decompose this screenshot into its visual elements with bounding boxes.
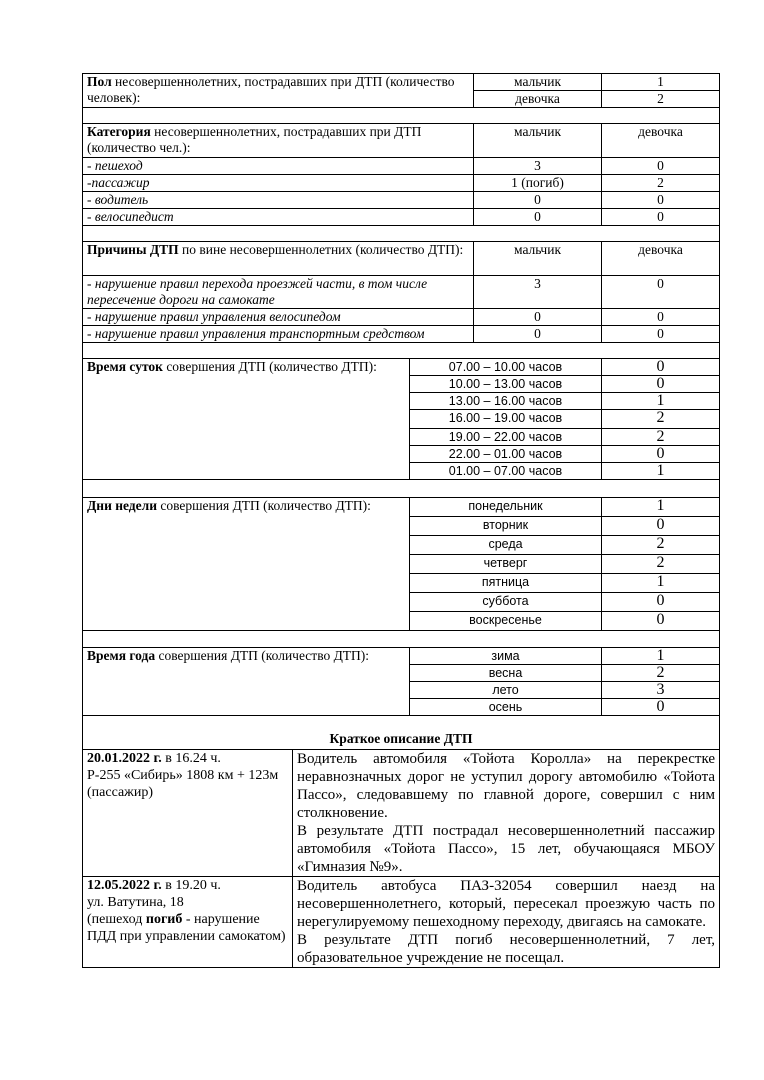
season-row <box>83 648 720 665</box>
weekday-name: среда <box>410 536 602 555</box>
cause-boy: 3 <box>474 276 602 309</box>
victims-table <box>82 73 720 359</box>
category-boy: 0 <box>474 209 602 226</box>
category-row <box>83 209 720 226</box>
gender-girl-label: девочка <box>474 91 602 108</box>
causes-row <box>83 309 720 326</box>
weekday-value: 1 <box>602 574 720 593</box>
incident-row <box>83 877 720 968</box>
time-value: 2 <box>602 410 720 429</box>
time-value: 1 <box>602 393 720 410</box>
season-value: 1 <box>602 648 720 665</box>
category-name: - пешеход <box>83 158 474 175</box>
time-range: 01.00 – 07.00 часов <box>410 463 602 480</box>
gender-boy-value: 1 <box>602 74 720 91</box>
category-header <box>83 124 720 158</box>
season-name: зима <box>410 648 602 665</box>
category-boy: 1 (погиб) <box>474 175 602 192</box>
gender-label: Пол несовершеннолетних, пострадавших при ДТП (количество человек): <box>83 74 474 108</box>
time-value: 2 <box>602 429 720 446</box>
category-girl: 2 <box>602 175 720 192</box>
category-girl: 0 <box>602 209 720 226</box>
incident-row <box>83 750 720 877</box>
cause-name: - нарушение правил перехода проезжей части, в том числе пересечение дороги на самокате <box>83 276 474 309</box>
weekday-name: пятница <box>410 574 602 593</box>
separator-row <box>83 108 720 124</box>
category-boy: 0 <box>474 192 602 209</box>
time-range: 19.00 – 22.00 часов <box>410 429 602 446</box>
separator-row <box>83 226 720 242</box>
season-name: осень <box>410 699 602 716</box>
time-range: 22.00 – 01.00 часов <box>410 446 602 463</box>
weekday-name: воскресенье <box>410 612 602 631</box>
cause-boy: 0 <box>474 309 602 326</box>
incident-meta: 12.05.2022 г. в 19.20 ч. ул. Ватутина, 18 (пешеход погиб - нарушение ПДД при управлении самокатом) <box>83 877 293 968</box>
separator-row <box>83 343 720 359</box>
season-value: 2 <box>602 665 720 682</box>
causes-col-girl: девочка <box>602 242 720 276</box>
cause-boy: 0 <box>474 326 602 343</box>
gender-boy-label: мальчик <box>474 74 602 91</box>
category-row <box>83 158 720 175</box>
causes-header <box>83 242 720 276</box>
cause-name: - нарушение правил управления транспортным средством <box>83 326 474 343</box>
time-range: 07.00 – 10.00 часов <box>410 359 602 376</box>
weekday-name: вторник <box>410 517 602 536</box>
incident-paragraph: Водитель автомобиля «Тойота Королла» на перекрестке неравнозначных дорог не уступил дорогу автомобилю «Тойота Пассо», следовавшему по главной дороге, совершил с ним столкновение. <box>297 751 716 821</box>
weekday-name: суббота <box>410 593 602 612</box>
category-row <box>83 175 720 192</box>
gender-row <box>83 74 720 91</box>
weekdays-label: Дни недели совершения ДТП (количество ДТП): <box>83 498 410 631</box>
season-name: лето <box>410 682 602 699</box>
weekday-value: 0 <box>602 612 720 631</box>
cause-girl: 0 <box>602 326 720 343</box>
time-value: 0 <box>602 446 720 463</box>
incident-paragraph: В результате ДТП погиб несовершеннолетний, 7 лет, образовательное учреждение не посещал. <box>297 932 716 966</box>
category-name: -пассажир <box>83 175 474 192</box>
category-row <box>83 192 720 209</box>
weekday-value: 2 <box>602 536 720 555</box>
weekday-value: 2 <box>602 555 720 574</box>
cause-name: - нарушение правил управления велосипедом <box>83 309 474 326</box>
incident-text <box>293 877 720 968</box>
incident-paragraph: В результате ДТП пострадал несовершеннолетний пассажир автомобиля «Тойота Пассо», 15 лет, обучающаяся МБОУ «Гимназия №9». <box>297 823 716 875</box>
causes-label: Причины ДТП по вине несовершеннолетних (количество ДТП): <box>83 242 474 276</box>
time-value: 0 <box>602 376 720 393</box>
incident-text <box>293 750 720 877</box>
weekday-value: 0 <box>602 517 720 536</box>
category-name: - велосипедист <box>83 209 474 226</box>
category-label: Категория несовершеннолетних, пострадавших при ДТП (количество чел.): <box>83 124 474 158</box>
causes-row <box>83 326 720 343</box>
incident-paragraph: Водитель автобуса ПАЗ-32054 совершил наезд на несовершеннолетнего, который, пересекал проезжую часть по нерегулируемому пешеходному переходу, двигаясь на самокате. <box>297 878 716 930</box>
weekday-name: четверг <box>410 555 602 574</box>
category-col-girl: девочка <box>602 124 720 158</box>
category-boy: 3 <box>474 158 602 175</box>
season-value: 3 <box>602 682 720 699</box>
time-value: 1 <box>602 463 720 480</box>
report-sheet <box>82 73 719 968</box>
time-value: 0 <box>602 359 720 376</box>
gender-girl-value: 2 <box>602 91 720 108</box>
category-girl: 0 <box>602 158 720 175</box>
season-name: весна <box>410 665 602 682</box>
description-title: Краткое описание ДТП <box>83 716 720 750</box>
causes-col-boy: мальчик <box>474 242 602 276</box>
time-row <box>83 359 720 376</box>
season-value: 0 <box>602 699 720 716</box>
weekday-value: 0 <box>602 593 720 612</box>
category-girl: 0 <box>602 192 720 209</box>
separator-row <box>83 480 720 498</box>
time-range: 13.00 – 16.00 часов <box>410 393 602 410</box>
weekday-row <box>83 498 720 517</box>
weekday-name: понедельник <box>410 498 602 517</box>
causes-row <box>83 276 720 309</box>
time-of-day-label: Время суток совершения ДТП (количество ДТП): <box>83 359 410 480</box>
time-table <box>82 358 720 716</box>
incident-meta: 20.01.2022 г. в 16.24 ч. Р-255 «Сибирь» 1808 км + 123м (пассажир) <box>83 750 293 877</box>
description-table <box>82 715 720 968</box>
category-col-boy: мальчик <box>474 124 602 158</box>
separator-row <box>83 631 720 648</box>
category-name: - водитель <box>83 192 474 209</box>
time-range: 16.00 – 19.00 часов <box>410 410 602 429</box>
seasons-label: Время года совершения ДТП (количество ДТП): <box>83 648 410 716</box>
cause-girl: 0 <box>602 276 720 309</box>
cause-girl: 0 <box>602 309 720 326</box>
weekday-value: 1 <box>602 498 720 517</box>
time-range: 10.00 – 13.00 часов <box>410 376 602 393</box>
